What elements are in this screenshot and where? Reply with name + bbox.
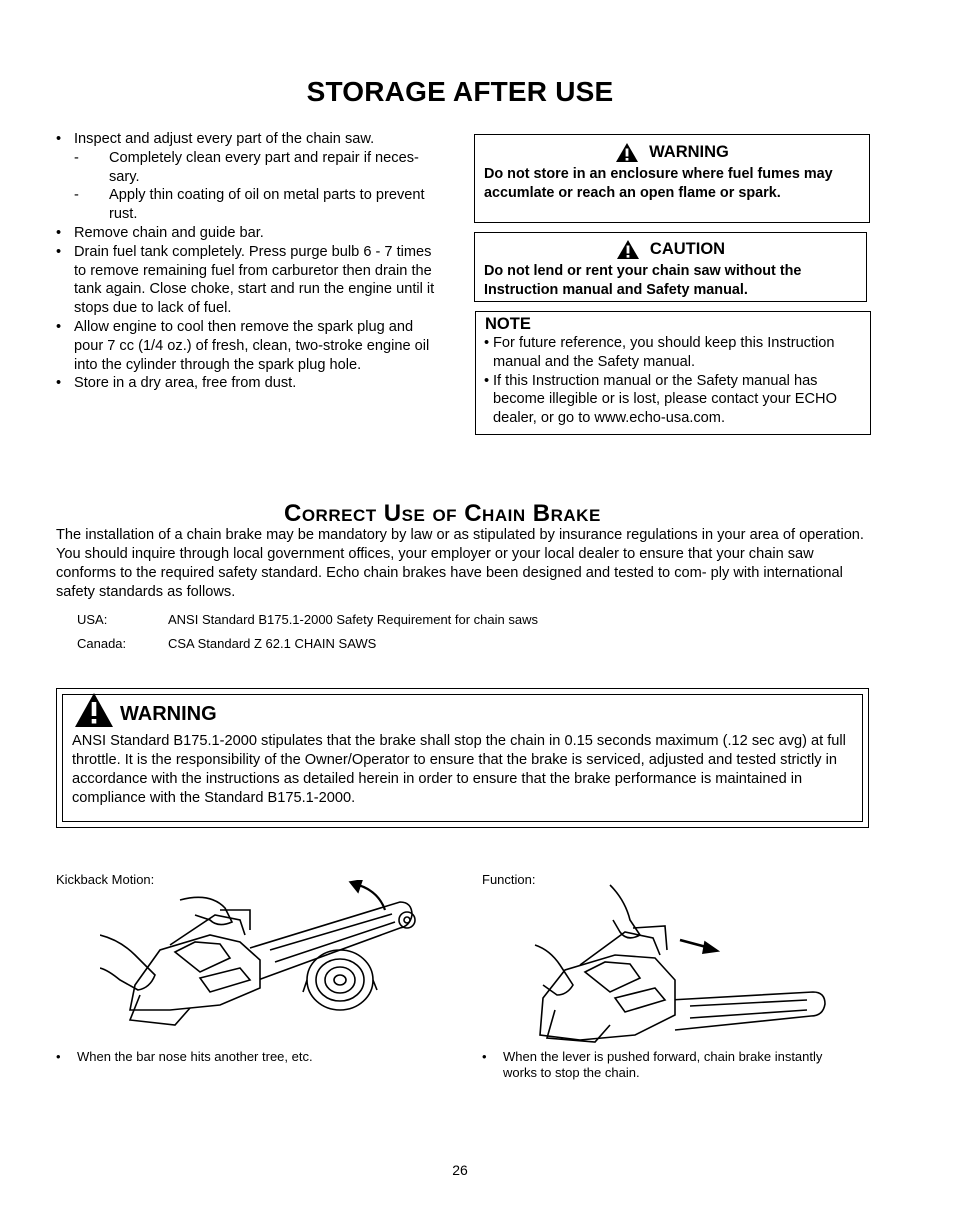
warning-triangle-icon xyxy=(616,239,640,260)
caution-heading: CAUTION xyxy=(475,239,866,260)
intro-paragraph: The installation of a chain brake may be mandatory by law or as stipulated by insurance regulations in your area of operation. You should inquire through local government offices, your employer or your local dealer to ensure that your chain saw conforms to the required safety standard. Echo chain brakes have been designed and tested to com- ply with international safety standards as follows. xyxy=(56,527,864,600)
list-item: • For future reference, you should keep this Instruction manual and the Safety manual. xyxy=(484,334,870,372)
standard-text: CSA Standard Z 62.1 CHAIN SAWS xyxy=(168,636,377,651)
note-box xyxy=(475,311,871,435)
page-title: STORAGE AFTER USE xyxy=(306,76,614,107)
list-item: • Allow engine to cool then remove the spark plug and pour 7 cc (1/4 oz.) of fresh, clean, two-stroke engine oil into the cylinder through the spark plug hole. xyxy=(56,318,446,374)
standard-region: Canada: xyxy=(77,636,127,651)
storage-steps-list xyxy=(56,130,446,393)
brake-warning-box xyxy=(56,688,869,828)
warning-triangle-icon xyxy=(74,692,114,728)
list-item: • Drain fuel tank completely. Press purge bulb 6 - 7 times to remove remaining fuel from carburetor then drain the tank again. Close choke, start and run the engine until it stops due to lack of fuel. xyxy=(56,243,446,318)
standard-region: USA: xyxy=(77,612,108,627)
bullet-glyph: • xyxy=(482,1049,487,1064)
list-item: • Store in a dry area, free from dust. xyxy=(56,374,446,393)
sub-list-item: - Apply thin coating of oil on metal parts to prevent rust. xyxy=(74,186,446,224)
caution-text: Do not lend or rent your chain saw without the Instruction manual and Safety manual. xyxy=(484,263,802,298)
page-number: 26 xyxy=(452,1162,468,1178)
warning-text: Do not store in an enclosure where fuel fumes may accumlate or reach an open flame or spark. xyxy=(484,166,833,201)
section-heading: Correct Use of Chain Brake xyxy=(284,500,601,527)
figure-caption-function: Function: xyxy=(482,872,536,887)
kickback-illustration xyxy=(100,880,430,1030)
figure-caption-kickback: Kickback Motion: xyxy=(56,872,155,887)
list-item: • Remove chain and guide bar. xyxy=(56,224,446,243)
caution-box xyxy=(474,232,867,302)
warning-triangle-icon xyxy=(615,142,639,163)
note-heading: NOTE xyxy=(485,315,531,333)
bullet-glyph: • xyxy=(56,1049,61,1064)
sub-list-item: - Completely clean every part and repair if neces- sary. xyxy=(74,149,446,187)
brake-warning-text: ANSI Standard B175.1-2000 stipulates that the brake shall stop the chain in 0.15 seconds maximum (.12 sec avg) at full throttle. It is the responsibility of the Owner/Operator to ensure that the brake is serviced, adjusted and tested strictly in accordance with the instructions as detailed herein in order to ensure that the brake performance is maintained in compliance with the Standard B175.1-2000. xyxy=(72,733,846,806)
function-illustration xyxy=(525,880,835,1045)
standard-text: ANSI Standard B175.1-2000 Safety Requirement for chain saws xyxy=(168,612,538,627)
list-item: • If this Instruction manual or the Safety manual has become illegible or is lost, please contact your ECHO dealer, or go to www.echo-usa.com. xyxy=(484,372,870,428)
brake-warning-heading: WARNING xyxy=(74,692,217,728)
warning-heading: WARNING xyxy=(475,142,869,163)
warning-box xyxy=(474,134,870,223)
list-item: • Inspect and adjust every part of the chain saw. - Completely clean every part and repair if neces- sary. - Apply thin coating of oil on metal parts to prevent rust. xyxy=(56,130,446,224)
